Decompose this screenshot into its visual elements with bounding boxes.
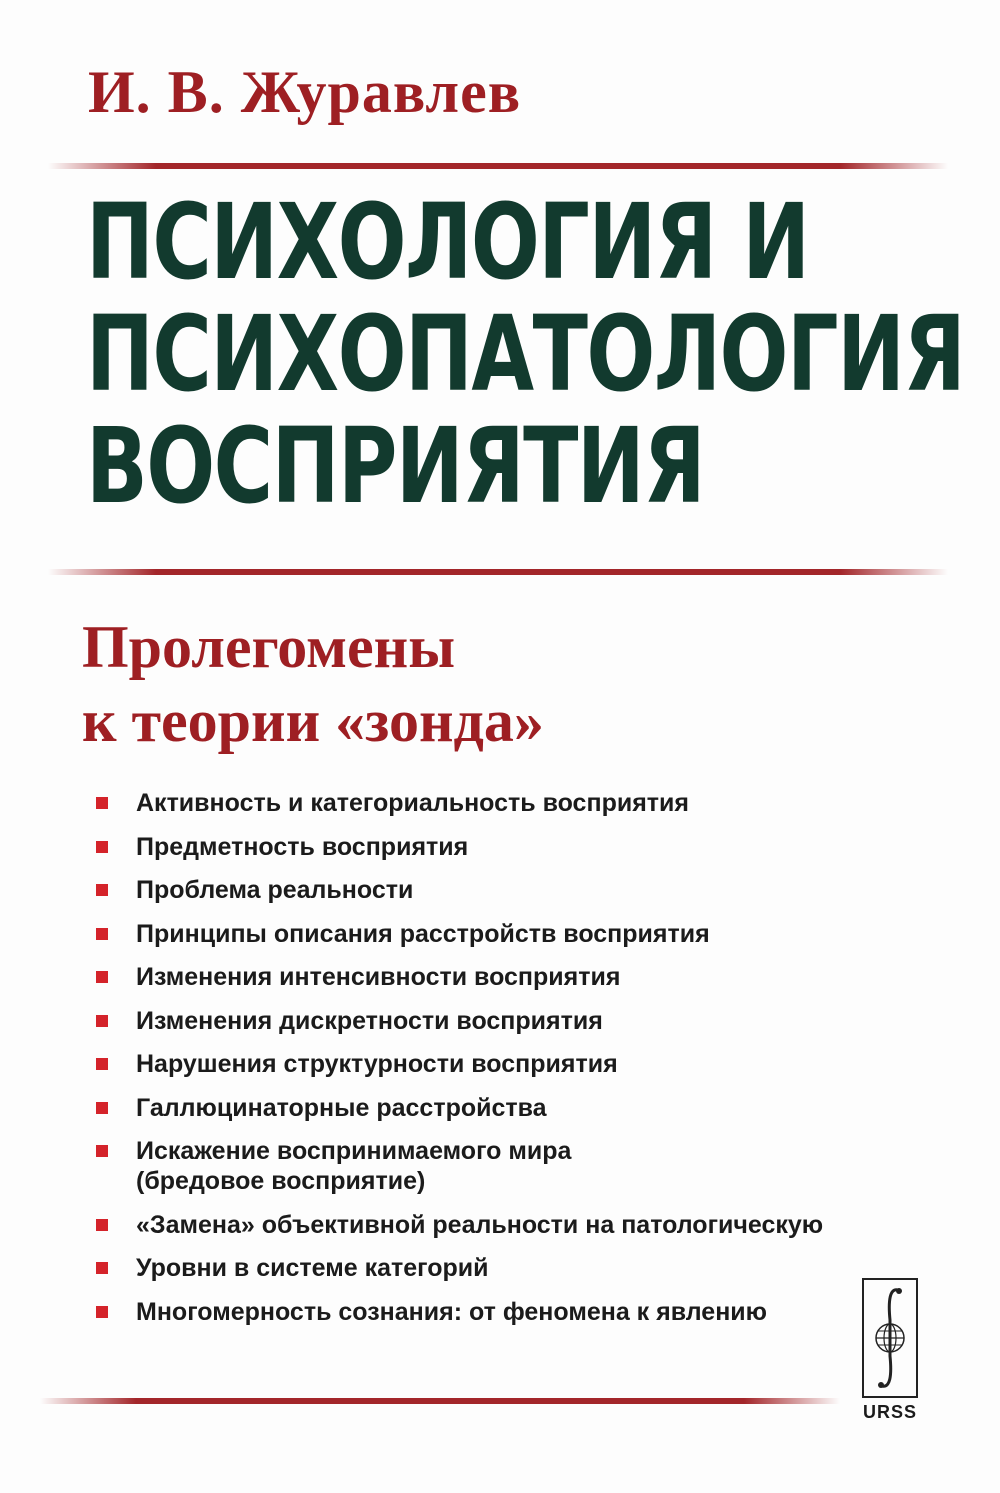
list-item [96, 919, 916, 949]
topic-text: Предметность восприятия [136, 832, 469, 861]
topic-text: Уровни в системе категорий [136, 1254, 489, 1282]
topic-text: Искажение воспринимаемого мира (бредовое восприятие) [136, 1137, 572, 1195]
list-item [96, 1210, 916, 1240]
subtitle-line: Пролегомены [82, 614, 456, 680]
publisher-logo [862, 1278, 922, 1438]
square-bullet-icon [96, 1219, 108, 1231]
title-line: ВОСПРИЯТИЯ [86, 405, 705, 527]
title-line: ПСИХОПАТОЛОГИЯ [86, 293, 965, 415]
topic-text: Активность и категориальность восприятия [136, 789, 689, 817]
square-bullet-icon [96, 841, 108, 853]
square-bullet-icon [96, 928, 108, 940]
list-item [96, 875, 916, 905]
square-bullet-icon [96, 884, 108, 896]
square-bullet-icon [96, 1145, 108, 1157]
book-title [86, 181, 965, 527]
list-item [96, 1006, 916, 1036]
bottom-divider [40, 1398, 840, 1404]
topic-text: Галлюцинаторные расстройства [136, 1093, 547, 1122]
topic-list [96, 788, 916, 1340]
list-item [96, 1297, 916, 1327]
list-item [96, 1093, 916, 1123]
top-divider [48, 163, 948, 169]
topic-text: Нарушения структурности восприятия [136, 1050, 618, 1078]
square-bullet-icon [96, 1262, 108, 1274]
topic-text: Проблема реальности [136, 876, 414, 904]
list-item [96, 832, 916, 862]
title-line: ПСИХОЛОГИЯ И [86, 181, 809, 303]
list-item [96, 1136, 916, 1196]
square-bullet-icon [96, 971, 108, 983]
list-item [96, 788, 916, 818]
subtitle-line: к теории «зонда» [82, 688, 544, 754]
topic-text: Принципы описания расстройств восприятия [136, 919, 710, 948]
list-item [96, 962, 916, 992]
square-bullet-icon [96, 1306, 108, 1318]
square-bullet-icon [96, 1058, 108, 1070]
list-item [96, 1049, 916, 1079]
square-bullet-icon [96, 1102, 108, 1114]
topic-text: Изменения дискретности восприятия [136, 1006, 603, 1035]
topic-text: Изменения интенсивности восприятия [136, 963, 621, 991]
topic-text: «Замена» объективной реальности на патологическую [136, 1210, 824, 1239]
middle-divider [48, 569, 948, 575]
author-name: И. В. Журавлев [88, 59, 522, 125]
square-bullet-icon [96, 1015, 108, 1027]
publisher-label: URSS [862, 1402, 917, 1422]
book-subtitle [82, 610, 544, 758]
square-bullet-icon [96, 797, 108, 809]
integral-globe-icon [862, 1278, 918, 1398]
topic-text: Многомерность сознания: от феномена к явлению [136, 1297, 768, 1326]
list-item [96, 1253, 916, 1283]
